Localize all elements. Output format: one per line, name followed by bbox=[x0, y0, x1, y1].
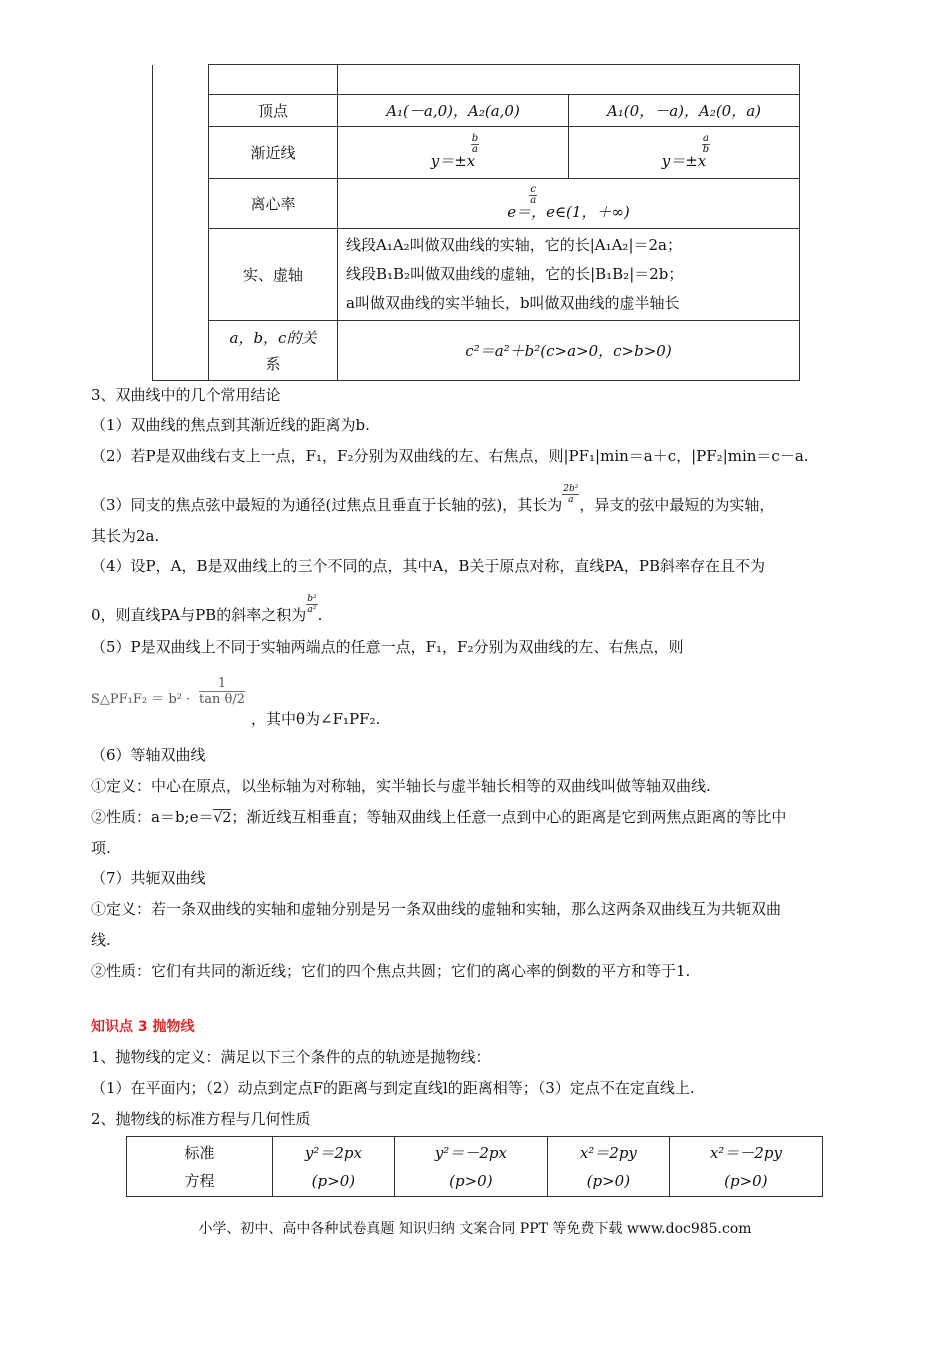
asymptote-eq: y＝±x bbox=[661, 152, 707, 170]
parabola-col: x²＝－2py (p>0) bbox=[669, 1137, 822, 1197]
conclusion-1: （1）双曲线的焦点到其渐近线的距离为b. bbox=[91, 416, 370, 434]
formula-fraction: 1 tan θ/2 bbox=[199, 676, 245, 707]
area-formula bbox=[91, 676, 791, 728]
formula-tail: ，其中θ为∠F₁PF₂. bbox=[251, 710, 381, 728]
asymptote-eq: y＝±x bbox=[430, 152, 476, 170]
abc-relation: c²＝a²＋b²(c>a>0，c>b>0) bbox=[338, 321, 800, 381]
eccentricity-value: $\frac{c}{a}$ e＝，e∈(1，＋∞) bbox=[338, 179, 800, 229]
row-label-axes: 实、虚轴 bbox=[209, 229, 338, 321]
vertex-y-axis: A₁(0，－a)，A₂(0，a) bbox=[569, 95, 800, 127]
axes-line: 线段B₁B₂叫做双曲线的虚轴，它的长|B₁B₂|＝2b； bbox=[346, 265, 684, 283]
table-left-spacer bbox=[153, 65, 209, 381]
equilateral-definition: ①定义：中心在原点，以坐标轴为对称轴，实半轴长与虚半轴长相等的双曲线叫做等轴双曲线. bbox=[91, 777, 711, 795]
conjugate-definition: ①定义：若一条双曲线的实轴和虚轴分别是另一条双曲线的虚轴和实轴，那么这两条双曲线互为共轭双曲 bbox=[91, 900, 782, 918]
axes-description bbox=[338, 229, 800, 321]
section-title: 3、双曲线中的几个常用结论 bbox=[91, 386, 281, 404]
conclusion-3-cont: 其长为2a. bbox=[91, 527, 160, 545]
row-label-eccentricity: 离心率 bbox=[209, 179, 338, 229]
page-footer: 小学、初中、高中各种试卷真题 知识归纳 文案合同 PPT 等免费下载 www.doc985.com bbox=[198, 1221, 752, 1237]
knowledge-heading: 知识点 3 抛物线 bbox=[91, 1019, 195, 1035]
equilateral-property: ②性质：a＝b;e＝√2；渐近线互相垂直；等轴双曲线上任意一点到中心的距离是它到两焦点距离的等比中 bbox=[91, 808, 787, 826]
conclusion-2: （2）若P是双曲线右支上一点，F₁，F₂分别为双曲线的左、右焦点，则|PF₁|min＝a＋c，|PF₂|min＝c－a. bbox=[91, 447, 809, 465]
parabola-section-title: 2、抛物线的标准方程与几何性质 bbox=[91, 1110, 311, 1128]
row-label-standard-eq: 标准 方程 bbox=[127, 1137, 273, 1197]
parabola-col: x²＝2py (p>0) bbox=[547, 1137, 669, 1197]
fraction: $\frac{\text{b²}}{\text{a²}}$ bbox=[307, 593, 317, 615]
row-label-asymptote: 渐近线 bbox=[209, 127, 338, 179]
asymptote-x-axis bbox=[338, 127, 569, 179]
equilateral-property-cont: 项. bbox=[91, 839, 111, 857]
fraction: $\frac{\text{2b²}}{a}$ bbox=[563, 483, 579, 505]
hyperbola-properties-table bbox=[152, 64, 800, 381]
row-label-vertex: 顶点 bbox=[209, 95, 338, 127]
vertex-x-axis: A₁(－a,0)，A₂(a,0) bbox=[338, 95, 569, 127]
conclusion-7: （7）共轭双曲线 bbox=[91, 869, 206, 887]
parabola-col: y²＝2px (p>0) bbox=[273, 1137, 395, 1197]
parabola-col: y²＝－2px (p>0) bbox=[394, 1137, 547, 1197]
conclusion-6: （6）等轴双曲线 bbox=[91, 746, 206, 764]
fraction: $\frac{b}{a}$ bbox=[471, 133, 479, 155]
table-cell bbox=[338, 65, 800, 95]
conjugate-property: ②性质：它们有共同的渐近线；它们的四个焦点共圆；它们的离心率的倒数的平方和等于1. bbox=[91, 962, 691, 980]
fraction: $\frac{c}{a}$ bbox=[530, 184, 537, 206]
conclusion-4-cont: 0，则直线PA与PB的斜率之积为 $\frac{\text{b²}}{\text{a²}}$ . bbox=[91, 593, 323, 624]
axes-line: 线段A₁A₂叫做双曲线的实轴，它的长|A₁A₂|＝2a； bbox=[346, 236, 682, 254]
conjugate-definition-cont: 线. bbox=[91, 931, 111, 949]
formula-left: S△PF₁F₂ ＝ b² · bbox=[91, 692, 191, 707]
parabola-definition: 1、抛物线的定义：满足以下三个条件的点的轨迹是抛物线： bbox=[91, 1048, 491, 1066]
conclusion-4: （4）设P，A，B是双曲线上的三个不同的点，其中A，B关于原点对称，直线PA，PB斜率存在且不为 bbox=[91, 557, 766, 575]
row-label-abc: a，b，c的关 系 bbox=[209, 321, 338, 381]
axes-line: a叫做双曲线的实半轴长，b叫做双曲线的虚半轴长 bbox=[346, 294, 680, 312]
fraction: $\frac{a}{b}$ bbox=[702, 133, 710, 155]
conclusion-5: （5）P是双曲线上不同于实轴两端点的任意一点，F₁，F₂分别为双曲线的左、右焦点，则 bbox=[91, 638, 684, 656]
parabola-conditions: （1）在平面内；（2）动点到定点F的距离与到定直线l的距离相等；（3）定点不在定直线上. bbox=[91, 1079, 695, 1097]
asymptote-y-axis bbox=[569, 127, 800, 179]
parabola-table bbox=[126, 1136, 823, 1197]
sqrt-two: √2 bbox=[213, 810, 232, 826]
conclusion-3: （3）同支的焦点弦中最短的为通径(过焦点且垂直于长轴的弦)，其长为 $\frac{\text{2b²}}{a}$ ，异支的弦中最短的为实轴， bbox=[91, 483, 775, 514]
table-cell bbox=[209, 65, 338, 95]
